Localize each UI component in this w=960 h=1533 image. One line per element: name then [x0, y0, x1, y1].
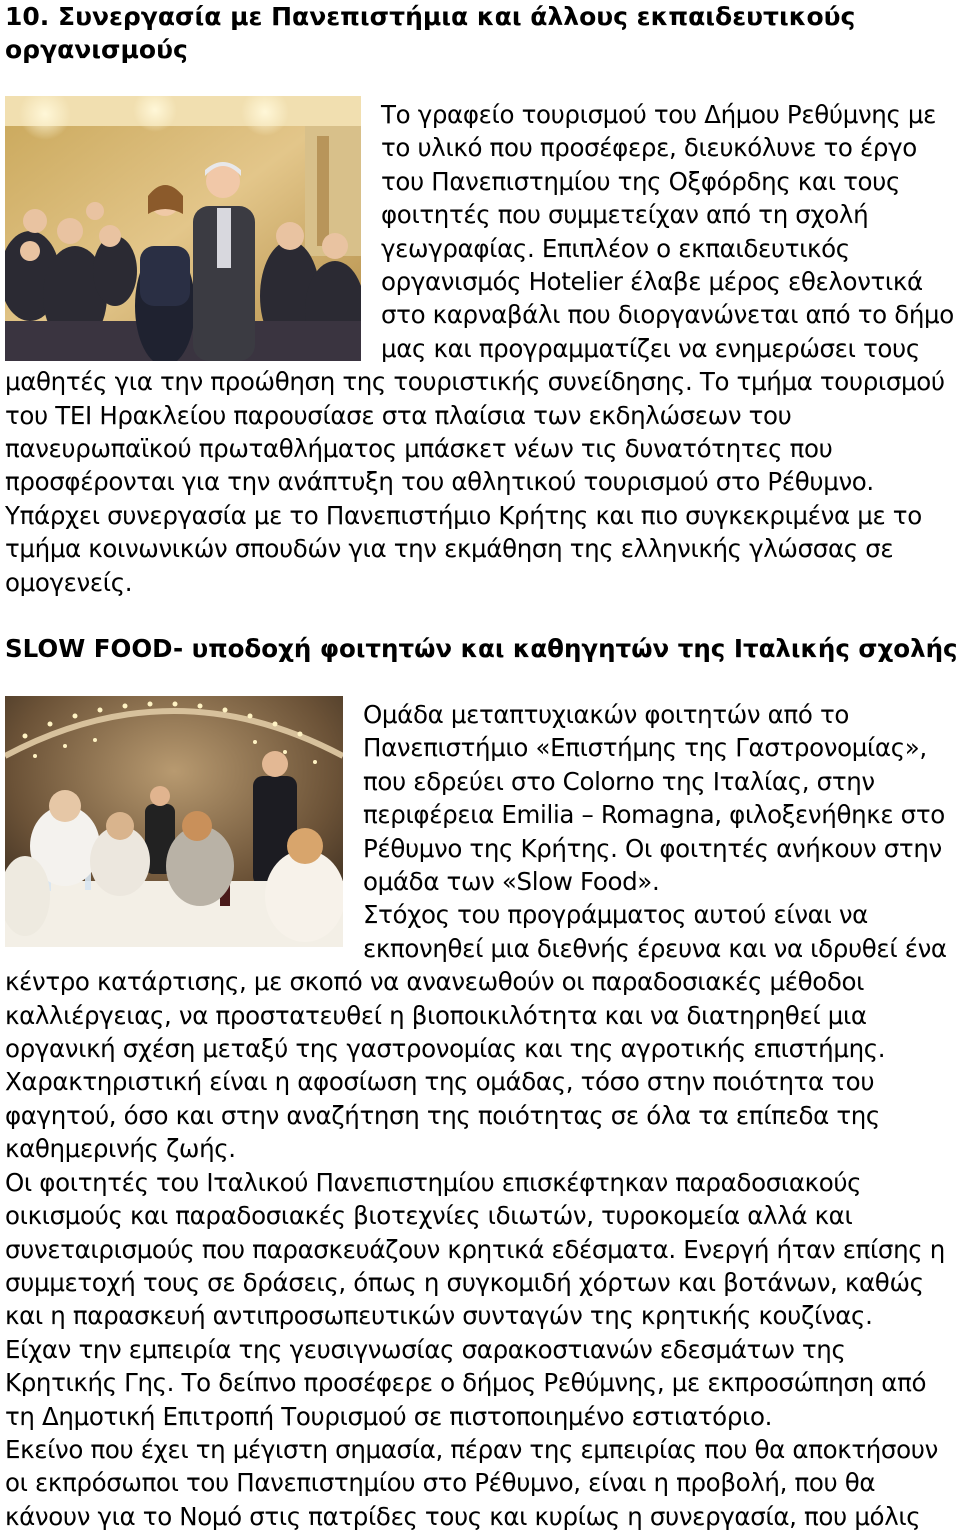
section-heading-slow-food: SLOW FOOD- υποδοχή φοιτητών και καθηγητών της Ιταλικής σχολής — [5, 634, 958, 663]
paragraph-slow-food-2: Στόχος του προγράμματος αυτού είναι να εκπονηθεί μια διεθνής έρευνα και να ιδρυθεί ένα κέντρο κατάρτισης, με σκοπό να ανανεωθούν οι παραδοσιακές μέθοδοι καλλιέργειας, να προστατευθεί η βιοποικιλότητα και να διατηρηθεί μια οργανική σχέση μεταξύ της γαστρονομίας και της αγροτικής επιστήμης. — [5, 900, 947, 1064]
paragraph-slow-food-6: Εκείνο που έχει τη μέγιστη σημασία, πέραν της εμπειρίας που θα αποκτήσουν οι εκπρόσωποι του Πανεπιστημίου στο Ρέθυμνο, είναι η προβολή, που θα κάνουν για το Νομό στις πατρίδες τους και κυρίως η συνεργασία, που μόλις — [5, 1434, 938, 1531]
photo-dinner-in-vaulted-cellar — [5, 696, 343, 947]
section-university-cooperation — [5, 96, 957, 599]
document-page — [5, 0, 958, 1531]
paragraph-slow-food-5: Είχαν την εμπειρία της γευσιγνωσίας σαρακοστιανών εδεσμάτων της Κρητικής Γης. Το δείπνο προσέφερε ο δήμος Ρεθύμνης, με εκπροσώπηση από τη Δημοτική Επιτροπή Τουρισμού σε πιστοποιημένο εστιατόριο. — [5, 1334, 927, 1431]
paragraph-slow-food-4: Οι φοιτητές του Ιταλικού Πανεπιστημίου επισκέφτηκαν παραδοσιακούς οικισμούς και παραδοσιακές βιοτεχνίες ιδιωτών, τυροκομεία αλλά και συνεταιρισμούς που παρασκευάζουν κρητικά εδέσματα. Ενεργή ήταν επίσης η συμμετοχή τους σε δράσεις, όπως η συγκομιδή χόρτων και βοτάνων, καθώς και η παρασκευή αντιπροσωπευτικών συνταγών της κρητικής κουζίνας. — [5, 1167, 945, 1331]
paragraph-university-cooperation: Το γραφείο τουρισμού του Δήμου Ρεθύμνης με το υλικό που προσέφερε, διευκόλυνε το έργο του Πανεπιστημίου της Οξφόρδης και τους φοιτητές που συμμετείχαν από τη σχολή γεωγραφίας. Επιπλέον ο εκπαιδευτικός οργανισμός Hotelier έλαβε μέρος εθελοντικά στο καρναβάλι που διοργανώνεται από το δήμο μας και προγραμματίζει να ενημερώσει τους μαθητές για την προώθηση της τουριστικής συνείδησης. Το τμήμα τουρισμού του ΤΕΙ Ηρακλείου παρουσίασε στα πλαίσια των εκδηλώσεων του πανευρωπαϊκού πρωταθλήματος μπάσκετ νέων τις δυνατότητες που προσφέρονται για την ανάπτυξη του αθλητικού τουρισμού στο Ρέθυμνο. Υπάρχει συνεργασία με το Πανεπιστήμιο Κρήτης και πιο συγκεκριμένα με το τμήμα κοινωνικών σπουδών για την εκμάθηση της ελληνικής γλώσσας σε ομογενείς. — [5, 100, 954, 597]
photo-students-in-hall — [5, 96, 361, 361]
section-heading-university-cooperation: 10. Συνεργασία με Πανεπιστήμια και άλλους εκπαιδευτικούς οργανισμούς — [5, 2, 856, 64]
paragraph-slow-food-1: Ομάδα μεταπτυχιακών φοιτητών από το Πανεπιστήμιο «Επιστήμης της Γαστρονομίας», που εδρεύει στο Colorno της Ιταλίας, στην περιφέρεια Emilia – Romagna, φιλοξενήθηκε στο Ρέθυμνο της Κρήτης. Οι φοιτητές ανήκουν στην ομάδα των «Slow Food». — [363, 700, 945, 897]
section-slow-food — [5, 696, 957, 1533]
paragraph-slow-food-3: Χαρακτηριστική είναι η αφοσίωση της ομάδας, τόσο στην ποιότητα του φαγητού, όσο και στην αναζήτηση της ποιότητας σε όλα τα επίπεδα της καθημερινής ζωής. — [5, 1067, 880, 1164]
